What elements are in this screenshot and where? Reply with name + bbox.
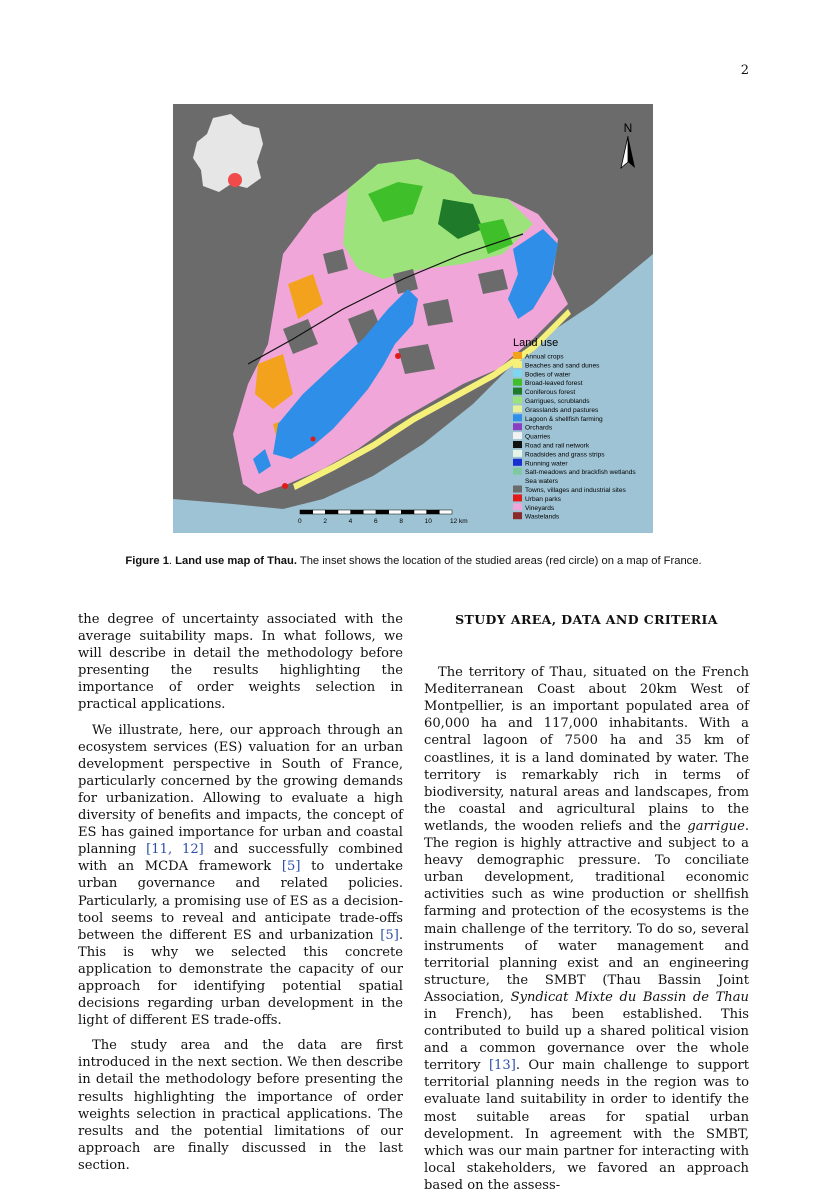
paragraph-outline: The study area and the data are first introduced in the next section. We then describe in detail the methodology before presenting the results highlighting the importance of order weights selection in practical applications. The results and the potential limitations of our approach are finally discussed in the last section. [78,1038,403,1173]
section-heading: STUDY AREA, DATA AND CRITERIA [455,612,718,627]
legend-label: Grasslands and pastures [525,406,599,414]
legend-label: Annual crops [525,353,564,361]
text-span: The territory of Thau, situated on the French Mediterranean Coast about 20km West of Montpellier, is an important populated area of 60,000 ha and 117,000 inhabitants. With a central lagoon of 7500 ha and 35 km of coastlines, it is a land dominated by water. The territory is remarkably rich in terms of biodiversity, natural areas and landscapes, from the coastal and agricultural plains to the wetlands, the wooden reliefs and the [424,665,749,834]
scale-segment [338,510,351,514]
legend-swatch [513,441,522,448]
legend-swatch [513,494,522,501]
legend-label: Road and rail network [525,442,590,450]
legend-label: Garrigues, scrublands [525,398,590,405]
scale-segment [427,510,440,514]
legend-swatch [513,512,522,519]
legend-label: Lagoon & shellfish farming [525,415,603,423]
caption-label: Figure 1 [125,555,169,567]
scale-segment [376,510,389,514]
scale-label: 4 [348,518,353,525]
page-number: 2 [740,63,749,78]
scale-segment [389,510,402,514]
legend-label: Wastelands [525,513,560,521]
legend-swatch [513,361,522,368]
scale-segment [300,510,313,514]
text-span: We illustrate, here, our approach through an ecosystem services (ES) valuation for an urban development perspective in South of France, particularly concerned by the growing demands for urbanization. Allowing to evaluate a high diversity of benefits and impacts, the concept of ES has gained importance for urban and coastal planning [78,722,403,858]
legend-swatch [513,414,522,421]
legend-label: Roadsides and grass strips [525,451,605,459]
text-span: . The region is highly attractive and subject to a heavy demographic pressure. To conciliate urban development, traditional economic activities such as wine production or shellfish farming and protection of the ecosystems is the main challenge of the territory. To do so, several instruments of water management and territorial planning exist and an engineering structure, the SMBT (Thau Bassin Joint Association, [424,818,749,1005]
legend-swatch [513,423,522,430]
paragraph-study-area [424,664,749,1194]
legend-label: Orchards [525,424,553,432]
right-column [424,611,749,1194]
legend-swatch [513,450,522,457]
legend-swatch [513,503,522,510]
scale-segment [313,510,326,514]
urban-park-3 [311,437,316,442]
scale-segment [325,510,338,514]
legend-label: Salt-meadows and brackfish wetlands [525,469,636,477]
text-span: in French), has been established. This contributed to build up a shared political vision and a common governance over the whole territory [424,1006,749,1074]
scale-segment [401,510,414,514]
text-span: and successfully combined with an MCDA framework [78,842,403,875]
legend-swatch [513,397,522,404]
urban-park-1 [395,353,401,359]
legend-title: Land use [513,337,559,349]
scale-label: 0 [298,518,302,525]
text-span: to undertake urban governance and related policies. Particularly, a promising use of ES as a decision-tool seems to reveal and anticipate trade-offs between the different ES and urbanization [78,859,403,943]
figure-caption: Figure 1. Land use map of Thau. The inset shows the location of the studied areas (red circle) on a map of France. [125,555,702,567]
citation-link[interactable]: [5] [380,927,399,943]
land-use-map-figure [173,104,653,533]
caption-title: Land use map of Thau. [175,555,297,567]
legend-swatch [513,405,522,412]
legend-label: Broad-leaved forest [525,380,583,388]
paragraph-continuation: the degree of uncertainty associated with the average suitability maps. In what follows, we will describe in detail the methodology before presenting the results highlighting the importance of order weights selection in practical applications. [78,612,403,713]
scale-segment [414,510,427,514]
citation-link[interactable]: [11, 12] [146,842,204,858]
north-label: N [623,121,633,135]
scale-segment [363,510,376,514]
legend-swatch [513,432,522,439]
legend-label: Bodies of water [525,371,571,379]
legend-label: Vineyards [525,504,555,512]
legend-label: Sea waters [525,478,558,486]
legend-label: Towns, villages and industrial sites [525,487,626,494]
paragraph-illustrate [78,722,403,1030]
legend-swatch [513,352,522,359]
scale-label: 8 [399,518,403,525]
left-column [78,611,403,1174]
scale-segment [439,510,452,514]
legend-swatch [513,477,522,484]
legend-label: Coniferous forest [525,389,576,397]
legend-swatch [513,468,522,475]
scale-segment [351,510,364,514]
legend-label: Running water [525,460,568,468]
citation-link[interactable]: [13] [488,1058,516,1074]
italic-term: garrigue [687,818,745,834]
text-span: . Our main challenge to support territorial planning needs in the region was to evaluate land suitability in order to identify the most suitable areas for spatial urban development. In agreement with the SMBT, which was our main partner for interacting with local stakeholders, we favored an approach based on the assess- [424,1058,750,1193]
legend-swatch [513,370,522,377]
legend-label: Quarries [525,433,551,441]
legend-swatch [513,459,522,466]
france-inset [187,110,269,198]
italic-term: Syndicat Mixte du Bassin de Thau [510,989,749,1005]
legend-label: Urban parks [525,495,561,503]
scale-label: 12 km [450,518,468,525]
legend-swatch [513,388,522,395]
study-area-marker [228,173,242,187]
citation-link[interactable]: [5] [281,859,301,875]
caption-text: The inset shows the location of the studied areas (red circle) on a map of France. [299,555,702,567]
urban-park-2 [282,483,288,489]
text-span: . This is why we selected this concrete application to demonstrate the capacity of our approach for identifying potential spatial decisions regarding urban development in the light of different ES trade-offs. [78,927,403,1029]
scale-label: 10 [424,518,432,525]
scale-label: 2 [323,518,327,525]
legend-label: Beaches and sand dunes [525,362,600,370]
scale-label: 6 [374,518,378,525]
land-use-map [173,104,653,533]
legend-swatch [513,379,522,386]
legend-swatch [513,486,522,493]
